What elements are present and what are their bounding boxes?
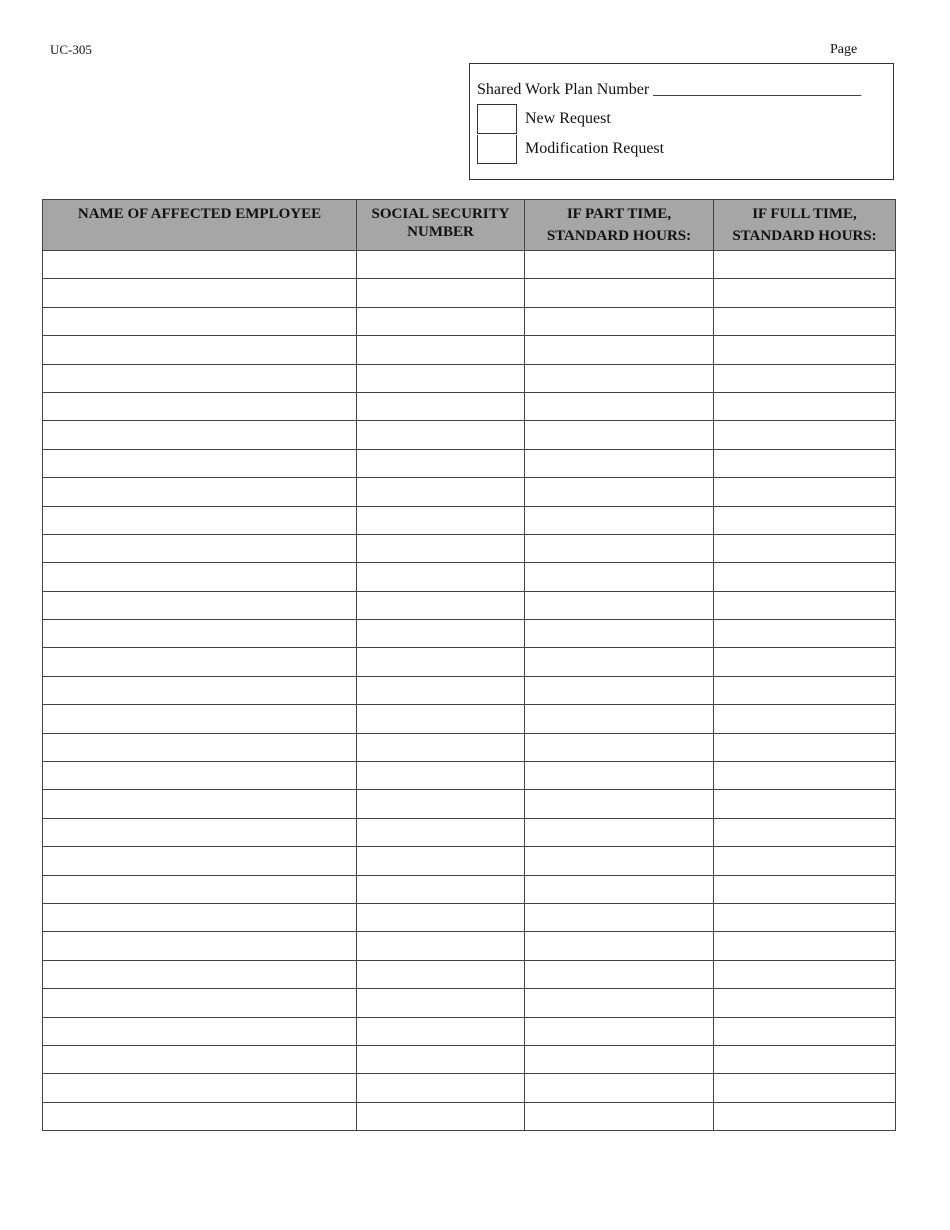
ssn-cell[interactable] [357, 478, 525, 506]
table-row [43, 251, 896, 279]
employee-name-cell[interactable] [43, 932, 357, 960]
full-time-hours-cell[interactable] [714, 648, 896, 676]
table-row [43, 1045, 896, 1073]
full-time-hours-cell[interactable] [714, 762, 896, 790]
part-time-hours-cell[interactable] [525, 676, 714, 704]
full-time-hours-cell[interactable] [714, 307, 896, 335]
ssn-cell[interactable] [357, 506, 525, 534]
ssn-cell[interactable] [357, 364, 525, 392]
employee-name-cell[interactable] [43, 818, 357, 846]
employee-name-cell[interactable] [43, 421, 357, 449]
table-row [43, 932, 896, 960]
ssn-cell[interactable] [357, 1102, 525, 1130]
full-time-hours-cell[interactable] [714, 478, 896, 506]
ssn-cell[interactable] [357, 563, 525, 591]
table-header-row [43, 200, 896, 251]
part-time-hours-cell[interactable] [525, 1074, 714, 1102]
part-time-hours-cell[interactable] [525, 506, 714, 534]
part-time-hours-cell[interactable] [525, 790, 714, 818]
employee-name-cell[interactable] [43, 279, 357, 307]
employee-name-cell[interactable] [43, 1102, 357, 1130]
part-time-hours-cell[interactable] [525, 989, 714, 1017]
part-time-hours-cell[interactable] [525, 279, 714, 307]
table-row [43, 1017, 896, 1045]
ssn-cell[interactable] [357, 307, 525, 335]
table-row [43, 534, 896, 562]
employee-name-cell[interactable] [43, 478, 357, 506]
full-time-hours-cell[interactable] [714, 932, 896, 960]
part-time-hours-cell[interactable] [525, 307, 714, 335]
part-time-hours-cell[interactable] [525, 932, 714, 960]
full-time-hours-cell[interactable] [714, 1045, 896, 1073]
employee-name-cell[interactable] [43, 762, 357, 790]
full-time-hours-cell[interactable] [714, 676, 896, 704]
employee-name-cell[interactable] [43, 563, 357, 591]
ssn-cell[interactable] [357, 279, 525, 307]
table-row [43, 762, 896, 790]
ssn-cell[interactable] [357, 676, 525, 704]
part-time-hours-cell[interactable] [525, 563, 714, 591]
modification-request-label: Modification Request [525, 140, 665, 157]
full-time-hours-cell[interactable] [714, 364, 896, 392]
form-id: UC-305 [50, 42, 92, 57]
part-time-hours-cell[interactable] [525, 364, 714, 392]
ssn-cell[interactable] [357, 392, 525, 420]
table-row [43, 875, 896, 903]
employee-name-cell[interactable] [43, 1045, 357, 1073]
table-row [43, 364, 896, 392]
full-time-hours-cell[interactable] [714, 506, 896, 534]
part-time-hours-cell[interactable] [525, 251, 714, 279]
employee-name-cell[interactable] [43, 875, 357, 903]
employee-name-cell[interactable] [43, 1074, 357, 1102]
table-row [43, 392, 896, 420]
new-request-option [477, 104, 611, 134]
employee-name-cell[interactable] [43, 364, 357, 392]
employee-name-cell[interactable] [43, 307, 357, 335]
employee-name-cell[interactable] [43, 1017, 357, 1045]
table-body [43, 251, 896, 1131]
employee-name-cell[interactable] [43, 676, 357, 704]
table-row [43, 336, 896, 364]
full-time-hours-cell[interactable] [714, 989, 896, 1017]
plan-number-field[interactable]: __________________________ [653, 81, 862, 98]
table-row [43, 989, 896, 1017]
full-time-hours-cell[interactable] [714, 534, 896, 562]
table-row [43, 421, 896, 449]
full-time-hours-cell[interactable] [714, 705, 896, 733]
part-time-hours-cell[interactable] [525, 1102, 714, 1130]
employee-name-cell[interactable] [43, 847, 357, 875]
table-row [43, 279, 896, 307]
affected-employee-table [42, 199, 896, 1131]
ssn-cell[interactable] [357, 818, 525, 846]
employee-name-cell[interactable] [43, 251, 357, 279]
table-row [43, 676, 896, 704]
page-label: Page [830, 42, 858, 57]
table-row [43, 1074, 896, 1102]
employee-name-cell[interactable] [43, 960, 357, 988]
part-time-hours-cell[interactable] [525, 1045, 714, 1073]
ssn-cell[interactable] [357, 903, 525, 931]
ssn-cell[interactable] [357, 421, 525, 449]
full-time-hours-cell[interactable] [714, 620, 896, 648]
ssn-cell[interactable] [357, 1017, 525, 1045]
modification-request-option [477, 134, 664, 164]
full-time-hours-cell[interactable] [714, 421, 896, 449]
part-time-hours-cell[interactable] [525, 620, 714, 648]
ssn-cell[interactable] [357, 1074, 525, 1102]
plan-number-label: Shared Work Plan Number [477, 81, 650, 98]
ssn-cell[interactable] [357, 251, 525, 279]
table-row [43, 563, 896, 591]
table-row [43, 478, 896, 506]
ssn-cell[interactable] [357, 620, 525, 648]
employee-name-cell[interactable] [43, 336, 357, 364]
table-row [43, 847, 896, 875]
full-time-hours-cell[interactable] [714, 279, 896, 307]
plan-number-line [477, 81, 861, 99]
ssn-cell[interactable] [357, 762, 525, 790]
plan-info-box [469, 63, 894, 180]
full-time-hours-cell[interactable] [714, 903, 896, 931]
full-time-hours-cell[interactable] [714, 875, 896, 903]
table-row [43, 733, 896, 761]
ssn-cell[interactable] [357, 989, 525, 1017]
full-time-hours-cell[interactable] [714, 790, 896, 818]
table-row [43, 960, 896, 988]
employee-name-cell[interactable] [43, 705, 357, 733]
modification-request-checkbox[interactable] [477, 135, 517, 164]
part-time-hours-cell[interactable] [525, 818, 714, 846]
ssn-cell[interactable] [357, 790, 525, 818]
part-time-hours-cell[interactable] [525, 903, 714, 931]
ssn-cell[interactable] [357, 449, 525, 477]
employee-name-cell[interactable] [43, 534, 357, 562]
ssn-cell[interactable] [357, 336, 525, 364]
part-time-hours-cell[interactable] [525, 534, 714, 562]
full-time-hours-cell[interactable] [714, 591, 896, 619]
employee-name-cell[interactable] [43, 648, 357, 676]
part-time-hours-cell[interactable] [525, 960, 714, 988]
part-time-hours-cell[interactable] [525, 648, 714, 676]
ssn-cell[interactable] [357, 591, 525, 619]
full-time-hours-cell[interactable] [714, 733, 896, 761]
table-row [43, 1102, 896, 1130]
ssn-cell[interactable] [357, 960, 525, 988]
table-row [43, 790, 896, 818]
employee-name-cell[interactable] [43, 591, 357, 619]
part-time-hours-cell[interactable] [525, 1017, 714, 1045]
table-row [43, 705, 896, 733]
employee-name-cell[interactable] [43, 392, 357, 420]
part-time-hours-cell[interactable] [525, 421, 714, 449]
full-time-hours-cell[interactable] [714, 251, 896, 279]
employee-name-cell[interactable] [43, 790, 357, 818]
table-row [43, 620, 896, 648]
employee-name-cell[interactable] [43, 620, 357, 648]
part-time-hours-cell[interactable] [525, 478, 714, 506]
full-time-hours-cell[interactable] [714, 960, 896, 988]
full-time-hours-cell[interactable] [714, 336, 896, 364]
table-row [43, 818, 896, 846]
header-social-security-number: SOCIAL SECURITY NUMBER [357, 200, 525, 251]
part-time-hours-cell[interactable] [525, 847, 714, 875]
part-time-hours-cell[interactable] [525, 336, 714, 364]
ssn-cell[interactable] [357, 733, 525, 761]
ssn-cell[interactable] [357, 534, 525, 562]
header-part-time-hours: IF PART TIME, STANDARD HOURS: [525, 200, 714, 251]
ssn-cell[interactable] [357, 847, 525, 875]
full-time-hours-cell[interactable] [714, 818, 896, 846]
header-full-time-hours: IF FULL TIME, STANDARD HOURS: [714, 200, 896, 251]
part-time-hours-cell[interactable] [525, 762, 714, 790]
new-request-checkbox[interactable] [477, 104, 517, 134]
ssn-cell[interactable] [357, 1045, 525, 1073]
employee-name-cell[interactable] [43, 989, 357, 1017]
full-time-hours-cell[interactable] [714, 1102, 896, 1130]
part-time-hours-cell[interactable] [525, 591, 714, 619]
full-time-hours-cell[interactable] [714, 1017, 896, 1045]
full-time-hours-cell[interactable] [714, 449, 896, 477]
table-row [43, 648, 896, 676]
employee-name-cell[interactable] [43, 903, 357, 931]
table-row [43, 307, 896, 335]
part-time-hours-cell[interactable] [525, 449, 714, 477]
new-request-label: New Request [525, 110, 611, 127]
table-row [43, 591, 896, 619]
part-time-hours-cell[interactable] [525, 875, 714, 903]
ssn-cell[interactable] [357, 648, 525, 676]
ssn-cell[interactable] [357, 932, 525, 960]
full-time-hours-cell[interactable] [714, 563, 896, 591]
header-employee-name: NAME OF AFFECTED EMPLOYEE [43, 200, 357, 251]
table-row [43, 449, 896, 477]
ssn-cell[interactable] [357, 705, 525, 733]
table-row [43, 903, 896, 931]
employee-name-cell[interactable] [43, 733, 357, 761]
employee-name-cell[interactable] [43, 506, 357, 534]
full-time-hours-cell[interactable] [714, 1074, 896, 1102]
full-time-hours-cell[interactable] [714, 392, 896, 420]
full-time-hours-cell[interactable] [714, 847, 896, 875]
table-row [43, 506, 896, 534]
part-time-hours-cell[interactable] [525, 705, 714, 733]
part-time-hours-cell[interactable] [525, 733, 714, 761]
ssn-cell[interactable] [357, 875, 525, 903]
employee-name-cell[interactable] [43, 449, 357, 477]
part-time-hours-cell[interactable] [525, 392, 714, 420]
